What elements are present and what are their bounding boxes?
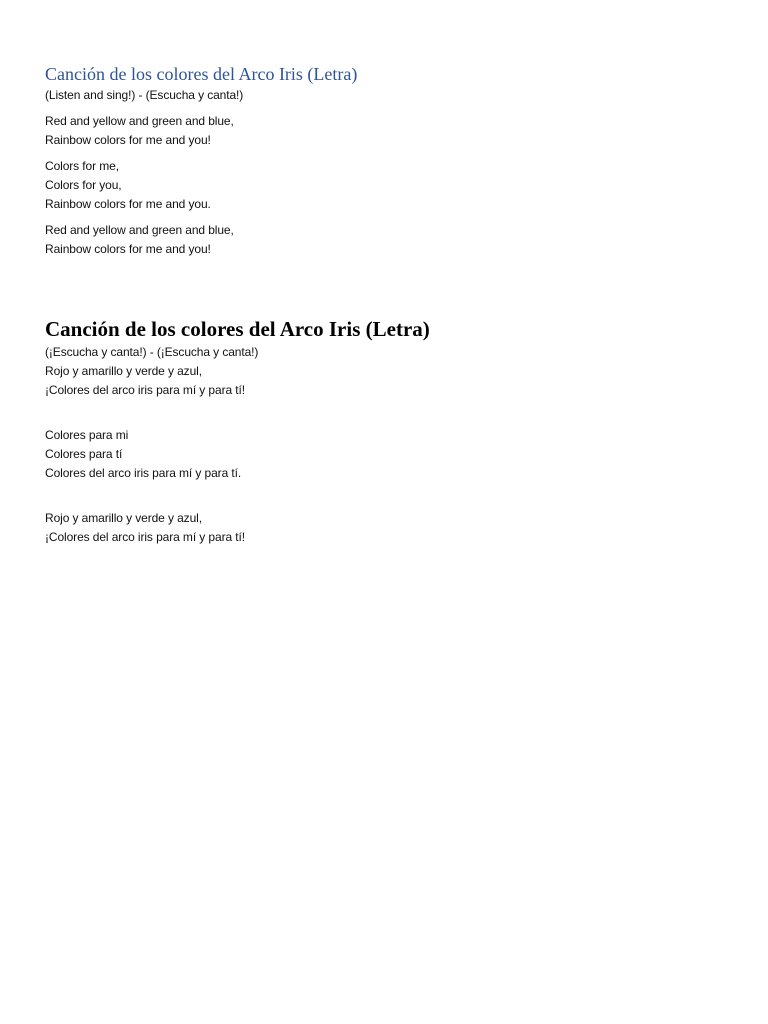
english-stanza-3 bbox=[45, 221, 725, 259]
spanish-stanza-3 bbox=[45, 509, 725, 547]
lyric-line: Rainbow colors for me and you! bbox=[45, 133, 211, 147]
lyric-line: Red and yellow and green and blue, bbox=[45, 223, 234, 237]
spanish-lyrics-section bbox=[45, 315, 725, 547]
lyric-line: ¡Colores del arco iris para mí y para tí! bbox=[45, 530, 245, 544]
english-stanza-2 bbox=[45, 157, 725, 214]
lyric-line: Colores del arco iris para mí y para tí. bbox=[45, 466, 242, 480]
lyric-line: Red and yellow and green and blue, bbox=[45, 114, 234, 128]
spacer bbox=[45, 400, 725, 426]
spacer bbox=[45, 214, 725, 221]
spacer bbox=[45, 483, 725, 509]
english-title: Canción de los colores del Arco Iris (Letra) bbox=[45, 64, 358, 84]
lyric-line: Colores para tí bbox=[45, 447, 123, 461]
english-stanza-1 bbox=[45, 112, 725, 150]
spacer bbox=[45, 105, 725, 112]
spanish-stanza-1 bbox=[45, 362, 725, 400]
lyric-line: Rojo y amarillo y verde y azul, bbox=[45, 511, 202, 525]
english-subtitle: (Listen and sing!) - (Escucha y canta!) bbox=[45, 88, 244, 102]
lyric-line: ¡Colores del arco iris para mí y para tí! bbox=[45, 383, 245, 397]
lyric-line: Rainbow colors for me and you. bbox=[45, 197, 211, 211]
lyric-line: Colores para mi bbox=[45, 428, 129, 442]
lyric-line: Rainbow colors for me and you! bbox=[45, 242, 211, 256]
spacer bbox=[45, 150, 725, 157]
english-lyrics-section bbox=[45, 62, 725, 259]
spanish-subtitle: (¡Escucha y canta!) - (¡Escucha y canta!) bbox=[45, 345, 259, 359]
lyric-line: Colors for you, bbox=[45, 178, 122, 192]
lyric-line: Colors for me, bbox=[45, 159, 119, 173]
lyric-line: Rojo y amarillo y verde y azul, bbox=[45, 364, 202, 378]
spanish-title: Canción de los colores del Arco Iris (Letra) bbox=[45, 317, 430, 341]
spanish-stanza-2 bbox=[45, 426, 725, 483]
